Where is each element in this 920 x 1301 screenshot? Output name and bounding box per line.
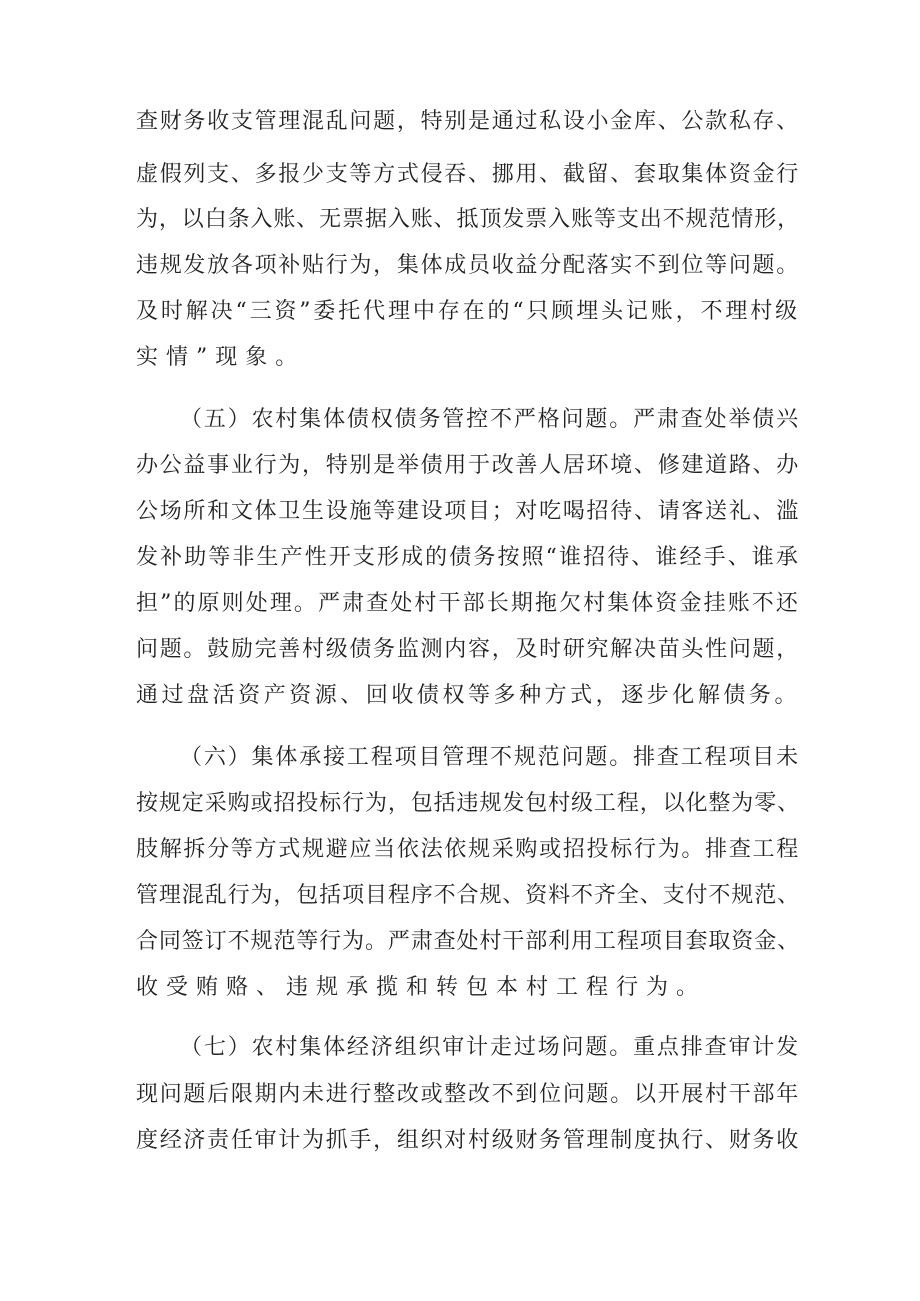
text-line: 现问题后限期内未进行整改或整改不到位问题。以开展村干部年 <box>136 1082 800 1107</box>
text-line: 办公益事业行为，特别是举债用于改善人居环境、修建道路、办 <box>136 453 800 478</box>
text-line: 问题。鼓励完善村级债务监测内容，及时研究解决苗头性问题， <box>136 637 800 662</box>
text-line: 查财务收支管理混乱问题，特别是通过私设小金库、公款私存、 <box>136 109 800 134</box>
text-line: 违规发放各项补贴行为，集体成员收益分配落实不到位等问题。 <box>136 253 800 278</box>
text-line: 按规定采购或招投标行为，包括违规发包村级工程，以化整为零、 <box>136 791 800 816</box>
text-line: 及时解决“三资”委托代理中存在的“只顾埋头记账，不理村级 <box>136 299 800 324</box>
text-line: 公场所和文体卫生设施等建设项目；对吃喝招待、请客送礼、滥 <box>136 499 800 524</box>
paragraph-heading-7: （七）农村集体经济组织审计走过场问题。重点排查审计发 <box>180 1035 800 1060</box>
text-line: 发补助等非生产性开支形成的债务按照“谁招待、谁经手、谁承 <box>136 545 800 570</box>
text-line: 担”的原则处理。严肃查处村干部长期拖欠村集体资金挂账不还 <box>136 591 800 616</box>
text-line: 实情”现象。 <box>136 345 306 370</box>
paragraph-heading-6: （六）集体承接工程项目管理不规范问题。排查工程项目未 <box>180 745 800 770</box>
text-line: 管理混乱行为，包括项目程序不合规、资料不齐全、支付不规范、 <box>136 883 800 908</box>
paragraph-heading-5: （五）农村集体债权债务管控不严格问题。严肃查处举债兴 <box>180 407 800 432</box>
text-line: 收受贿赂、违规承揽和转包本村工程行为。 <box>136 975 707 1000</box>
text-line: 合同签订不规范等行为。严肃查处村干部利用工程项目套取资金、 <box>136 929 800 954</box>
text-line: 肢解拆分等方式规避应当依法依规采购或招投标行为。排查工程 <box>136 837 800 862</box>
text-line: 通过盘活资产资源、回收债权等多种方式，逐步化解债务。 <box>136 683 800 708</box>
text-line: 虚假列支、多报少支等方式侵吞、挪用、截留、套取集体资金行 <box>136 162 800 187</box>
text-line: 度经济责任审计为抓手，组织对村级财务管理制度执行、财务收 <box>136 1128 800 1153</box>
text-line: 为，以白条入账、无票据入账、抵顶发票入账等支出不规范情形， <box>136 207 800 232</box>
